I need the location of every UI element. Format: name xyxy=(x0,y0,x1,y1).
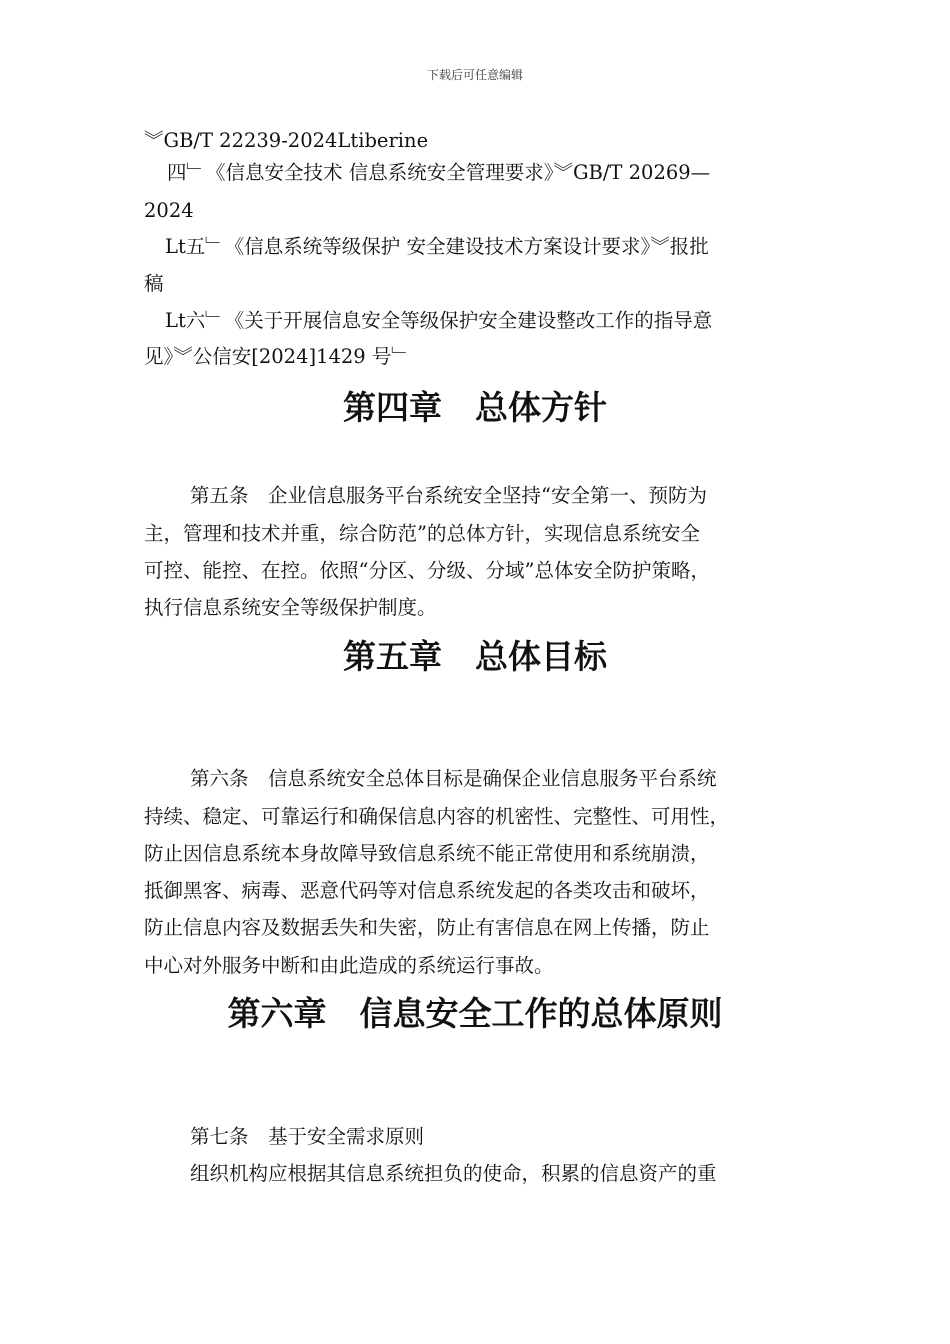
paragraph-line: 防止因信息系统本身故障导致信息系统不能正常使用和系统崩溃， xyxy=(144,842,710,865)
paragraph-line: 抵御黑客、病毒、恶意代码等对信息系统发起的各类攻击和破坏， xyxy=(144,879,710,902)
reference-line: 见》︾公信安[2024]1429 号﹂ xyxy=(144,345,411,368)
reference-line: ︾GB/T 22239-2024Ltiberine xyxy=(144,129,429,152)
chapter-heading: 第五章 总体目标 xyxy=(343,637,607,676)
reference-line: 四﹂《信息安全技术 信息系统安全管理要求》︾GB/T 20269— xyxy=(167,161,711,184)
page-header: 下载后可任意编辑 xyxy=(426,68,523,82)
chapter-heading: 第六章 信息安全工作的总体原则 xyxy=(227,994,723,1033)
reference-line: 2024 xyxy=(144,199,194,222)
reference-line: 稿 xyxy=(144,272,164,295)
paragraph-line: 中心对外服务中断和由此造成的系统运行事故。 xyxy=(144,954,554,977)
paragraph-line: 可控、能控、在控。依照“分区、分级、分域”总体安全防护策略， xyxy=(144,559,710,582)
paragraph-line: 第七条 基于安全需求原则 xyxy=(190,1125,425,1148)
paragraph-line: 执行信息系统安全等级保护制度。 xyxy=(144,596,437,619)
paragraph-line: 持续、稳定、可靠运行和确保信息内容的机密性、完整性、可用性， xyxy=(144,805,730,828)
chapter-heading: 第四章 总体方针 xyxy=(343,388,607,427)
paragraph-line: 第六条 信息系统安全总体目标是确保企业信息服务平台系统 xyxy=(190,767,717,790)
paragraph-line: 主，管理和技术并重，综合防范”的总体方针，实现信息系统安全 xyxy=(144,522,700,545)
paragraph-line: 第五条 企业信息服务平台系统安全坚持“安全第一、预防为 xyxy=(190,484,707,507)
reference-line: Lt六﹂《关于开展信息安全等级保护安全建设整改工作的指导意 xyxy=(165,309,713,332)
paragraph-line: 组织机构应根据其信息系统担负的使命，积累的信息资产的重 xyxy=(190,1162,717,1185)
paragraph-line: 防止信息内容及数据丢失和失密，防止有害信息在网上传播，防止 xyxy=(144,916,710,939)
reference-line: Lt五﹂《信息系统等级保护 安全建设技术方案设计要求》︾报批 xyxy=(165,235,709,258)
